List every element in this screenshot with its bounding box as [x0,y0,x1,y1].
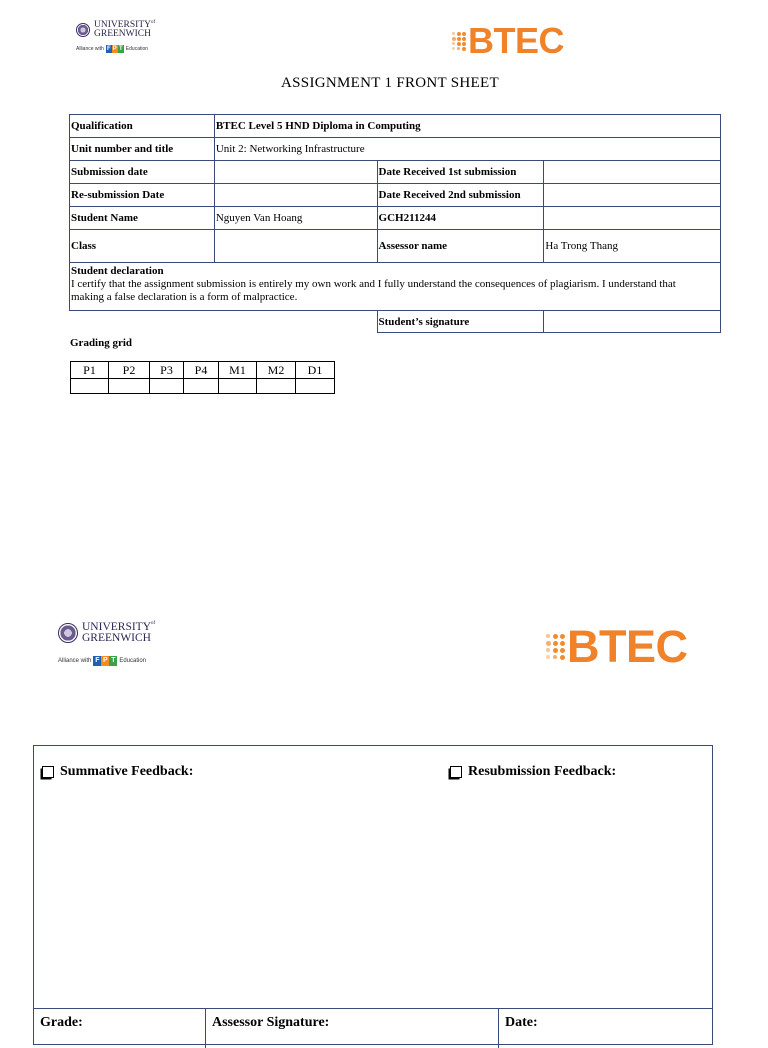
front-sheet-table [69,114,721,333]
feedback-text-area[interactable] [42,786,702,1001]
feedback-box [33,745,713,1045]
btec-logo-text: BTEC [567,621,688,672]
btec-dots-icon [452,32,466,51]
signature-value[interactable] [544,311,721,333]
fpt-logo: F P T [106,46,123,53]
student-name-label: Student Name [70,207,215,230]
date-received-2-label: Date Received 2nd submission [377,184,544,207]
page-title: ASSIGNMENT 1 FRONT SHEET [281,75,499,91]
grade-value-p1[interactable] [71,379,109,394]
grading-grid-value-row [71,379,335,394]
declaration-text-line1: I certify that the assignment submission is entirely my own work and I fully understand the consequences of plagiarism. I understand that [71,278,676,290]
signature-spacer [70,311,378,333]
declaration-heading: Student declaration [71,265,164,277]
fpt-logo: F P T [95,656,116,664]
summative-feedback-label: Summative Feedback: [60,764,194,779]
alliance-prefix: Alliance with [58,657,92,664]
resubmission-feedback-header [450,764,616,780]
grade-header-p4: P4 [184,362,219,379]
grade-field[interactable]: Grade: [34,1009,206,1048]
submission-date-label: Submission date [70,161,215,184]
alliance-prefix: Alliance with [76,46,104,53]
date-received-1-value [544,161,721,184]
class-value [214,230,377,263]
assessor-value: Ha Trong Thang [544,230,721,263]
grade-value-m1[interactable] [219,379,257,394]
unit-label: Unit number and title [70,138,215,161]
resubmission-feedback-label: Resubmission Feedback: [468,764,617,779]
signature-label: Student’s signature [377,311,544,333]
grade-value-m2[interactable] [257,379,296,394]
grade-header-m2: M2 [257,362,296,379]
grade-header-d1: D1 [296,362,335,379]
feedback-bottom-row [34,1008,712,1048]
alliance-suffix: Education [119,657,147,664]
table-row-signature [70,311,721,333]
table-row-student [70,207,721,230]
table-row-declaration [70,263,721,311]
grade-header-p1: P1 [71,362,109,379]
grade-value-p3[interactable] [150,379,184,394]
btec-logo-text: BTEC [468,20,564,61]
resubmission-feedback-checkbox[interactable] [450,766,462,778]
class-label: Class [70,230,215,263]
alliance-suffix: Education [125,46,149,53]
student-id-value: GCH211244 [377,207,544,230]
grade-header-m1: M1 [219,362,257,379]
qualification-value: BTEC Level 5 HND Diploma in Computing [214,115,720,138]
date-received-1-label: Date Received 1st submission [377,161,544,184]
btec-logo [452,21,564,61]
university-name-of: of [151,20,156,25]
btec-logo-page2 [546,622,688,672]
assessor-label: Assessor name [377,230,544,263]
university-crest-icon [58,623,78,643]
submission-date-value [214,161,377,184]
university-logo [76,21,155,53]
resubmission-date-label: Re-submission Date [70,184,215,207]
declaration-text-line2: making a false declaration is a form of malpractice. [71,291,298,303]
summative-feedback-checkbox[interactable] [42,766,54,778]
student-name-value: Nguyen Van Hoang [214,207,377,230]
grade-header-p2: P2 [109,362,150,379]
table-row-unit [70,138,721,161]
qualification-label: Qualification [70,115,215,138]
grade-value-p2[interactable] [109,379,150,394]
university-name-line2: GREENWICH [94,29,151,40]
table-row-resubmission [70,184,721,207]
assessor-signature-field[interactable]: Assessor Signature: [206,1009,499,1048]
university-name-line1: UNIVERSITY [94,20,151,30]
university-name-line1: UNIVERSITY [82,621,151,633]
university-name-of: of [151,621,156,626]
university-name-line2: GREENWICH [82,631,151,644]
table-row-class [70,230,721,263]
grading-grid-label: Grading grid [70,337,133,349]
btec-dots-icon [546,634,565,660]
table-row-submission [70,161,721,184]
grade-header-p3: P3 [150,362,184,379]
grade-value-p4[interactable] [184,379,219,394]
university-crest-icon [76,23,90,37]
grading-grid-header-row [71,362,335,379]
table-row-qualification [70,115,721,138]
unit-value: Unit 2: Networking Infrastructure [214,138,720,161]
university-logo-page2 [58,622,155,666]
date-field[interactable]: Date: [505,1015,538,1030]
summative-feedback-header [42,764,193,780]
grade-value-d1[interactable] [296,379,335,394]
resubmission-date-value [214,184,377,207]
student-declaration-cell [70,263,721,311]
date-received-2-value [544,184,721,207]
grading-grid-table [70,361,335,394]
student-id-extra [544,207,721,230]
